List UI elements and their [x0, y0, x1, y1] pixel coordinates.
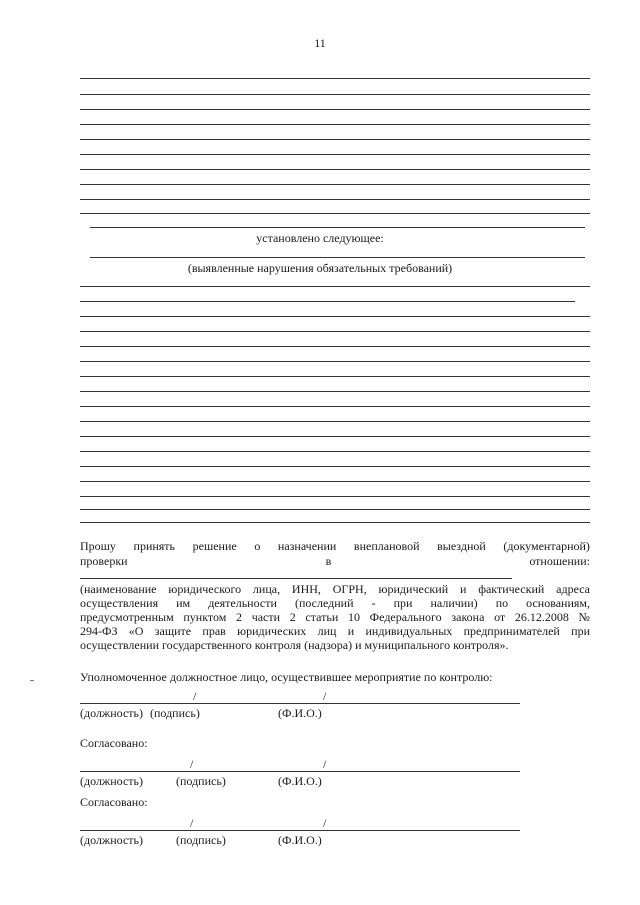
name-label: (Ф.И.О.) [278, 706, 322, 720]
caption-line: 294-ФЗ «О защите прав юридических лиц и индивидуальных предпринимателей при [80, 624, 590, 638]
blank-line [80, 301, 575, 302]
blank-line [80, 496, 590, 497]
blank-line [80, 451, 590, 452]
approval-title: Согласовано: [80, 795, 148, 809]
established-heading: установлено следующее: [256, 231, 384, 245]
separator-slash: / [323, 689, 327, 703]
approval-title: Согласовано: [80, 736, 148, 750]
blank-line [80, 406, 590, 407]
blank-line [80, 466, 590, 467]
separator-slash: / [193, 689, 197, 703]
caption-line: (наименование юридического лица, ИНН, ОГРН, юридический и фактический адреса [80, 582, 590, 596]
blank-line [80, 78, 590, 79]
blank-line [80, 139, 590, 140]
request-paragraph [80, 539, 590, 568]
signature-label: (подпись) [176, 774, 226, 788]
blank-line [80, 184, 590, 185]
blank-line [80, 481, 590, 482]
signature-line[interactable] [80, 757, 520, 772]
position-label: (должность) [80, 706, 143, 720]
margin-mark [30, 680, 34, 681]
separator-slash: / [323, 816, 327, 830]
blank-line [80, 509, 590, 510]
separator-slash: / [190, 757, 194, 771]
authorized-title: Уполномоченное должностное лицо, осуществившее мероприятие по контролю: [80, 670, 493, 684]
request-line-2: проверки в отношении: [80, 554, 590, 568]
approval-signature-block [80, 736, 520, 790]
name-label: (Ф.И.О.) [278, 833, 322, 847]
blank-line [80, 199, 590, 200]
authorized-signature-block [80, 670, 520, 722]
blank-line [80, 361, 590, 362]
signature-labels [80, 833, 520, 849]
blank-line [80, 213, 590, 214]
position-label: (должность) [80, 774, 143, 788]
signature-line[interactable] [80, 689, 520, 704]
page-number: 11 [314, 36, 326, 50]
blank-line [80, 316, 590, 317]
blank-line [80, 421, 590, 422]
blank-line [80, 169, 590, 170]
signature-labels [80, 706, 520, 722]
signature-line[interactable] [80, 816, 520, 831]
name-label: (Ф.И.О.) [278, 774, 322, 788]
signature-label: (подпись) [176, 833, 226, 847]
caption-line: предусмотренным пунктом 2 части 2 статьи 10 Федерального закона от 26.12.2008 № [80, 610, 590, 624]
blank-line [80, 109, 590, 110]
blank-line [80, 436, 590, 437]
caption-line: осуществлении государственного контроля (надзора) и муниципального контроля». [80, 638, 509, 652]
request-line-1: Прошу принять решение о назначении внеплановой выездной (документарной) [80, 539, 590, 553]
caption-line: осуществления им деятельности (последний - при наличии) по основаниям, [80, 596, 590, 610]
blank-line [80, 94, 590, 95]
approval-signature-block [80, 795, 520, 849]
signature-label: (подпись) [150, 706, 200, 720]
position-label: (должность) [80, 833, 143, 847]
blank-line [80, 286, 590, 287]
blank-line [90, 257, 585, 258]
blank-line [80, 346, 590, 347]
blank-line [80, 578, 512, 579]
blank-line [80, 331, 590, 332]
separator-slash: / [190, 816, 194, 830]
blank-line [80, 154, 590, 155]
blank-line [80, 522, 590, 523]
blank-line [80, 391, 590, 392]
entity-caption [80, 582, 590, 652]
blank-line [90, 227, 585, 228]
violations-caption: (выявленные нарушения обязательных требований) [187, 261, 453, 275]
separator-slash: / [323, 757, 327, 771]
blank-line [80, 124, 590, 125]
signature-labels [80, 774, 520, 790]
blank-line [80, 376, 590, 377]
